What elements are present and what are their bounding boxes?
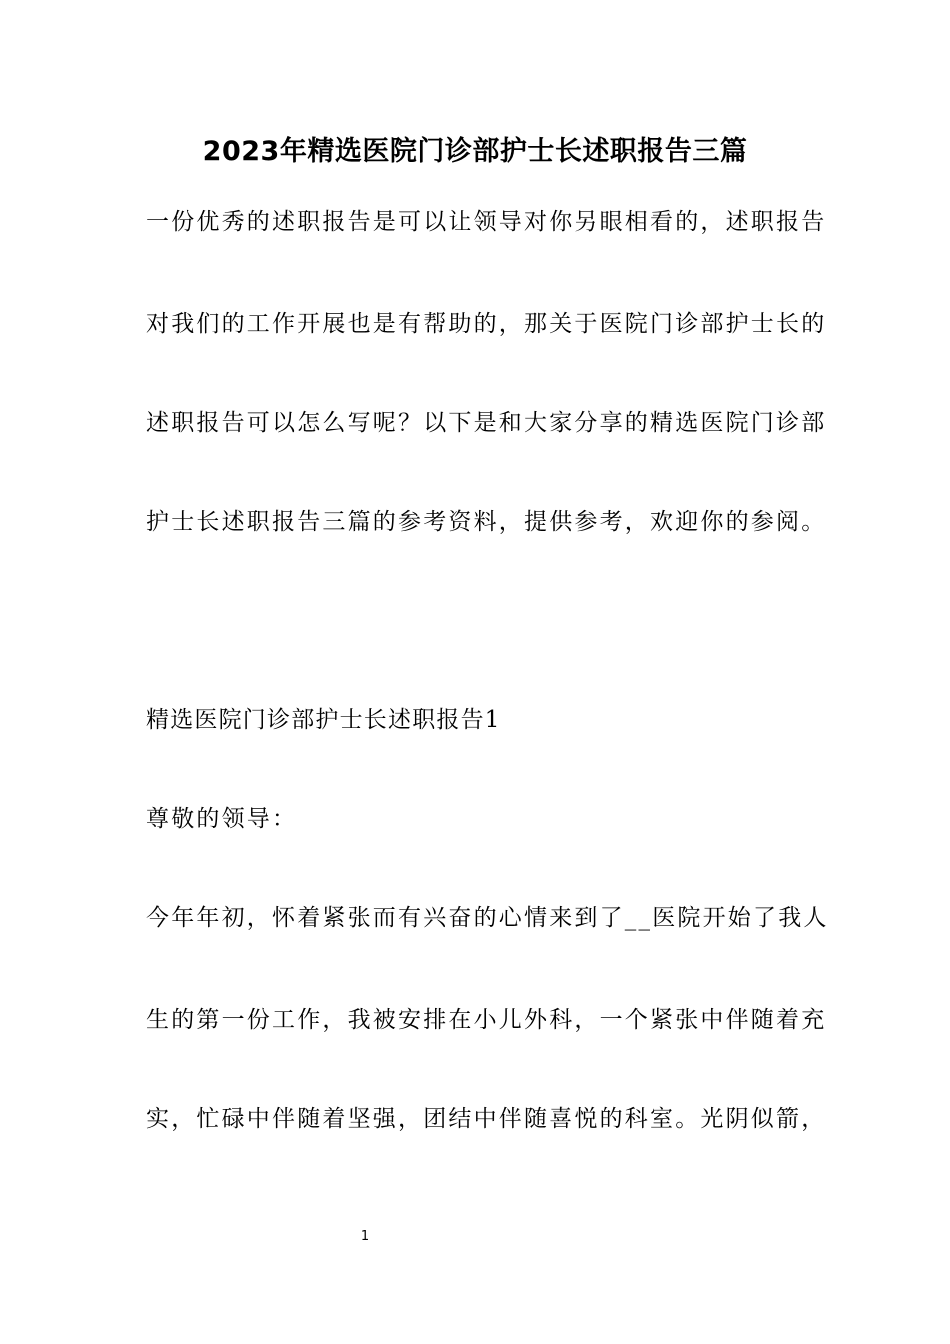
body-line: 实，忙碌中伴随着坚强，团结中伴随喜悦的科室。光阴似箭， [146, 1106, 827, 1132]
section-heading: 精选医院门诊部护士长述职报告1 [146, 707, 501, 733]
intro-line: 一份优秀的述职报告是可以让领导对你另眼相看的，述职报告 [146, 209, 827, 235]
body-line: 今年年初，怀着紧张而有兴奋的心情来到了__医院开始了我人 [146, 905, 829, 931]
intro-line: 述职报告可以怎么写呢？以下是和大家分享的精选医院门诊部 [146, 410, 827, 436]
intro-line: 护士长述职报告三篇的参考资料，提供参考，欢迎你的参阅。 [146, 509, 827, 535]
document-title: 2023年精选医院门诊部护士长述职报告三篇 [202, 136, 748, 167]
body-line: 生的第一份工作，我被安排在小儿外科，一个紧张中伴随着充 [146, 1007, 827, 1033]
intro-line: 对我们的工作开展也是有帮助的，那关于医院门诊部护士长的 [146, 311, 827, 337]
salutation: 尊敬的领导： [146, 806, 298, 832]
page-number: 1 [360, 1229, 370, 1244]
